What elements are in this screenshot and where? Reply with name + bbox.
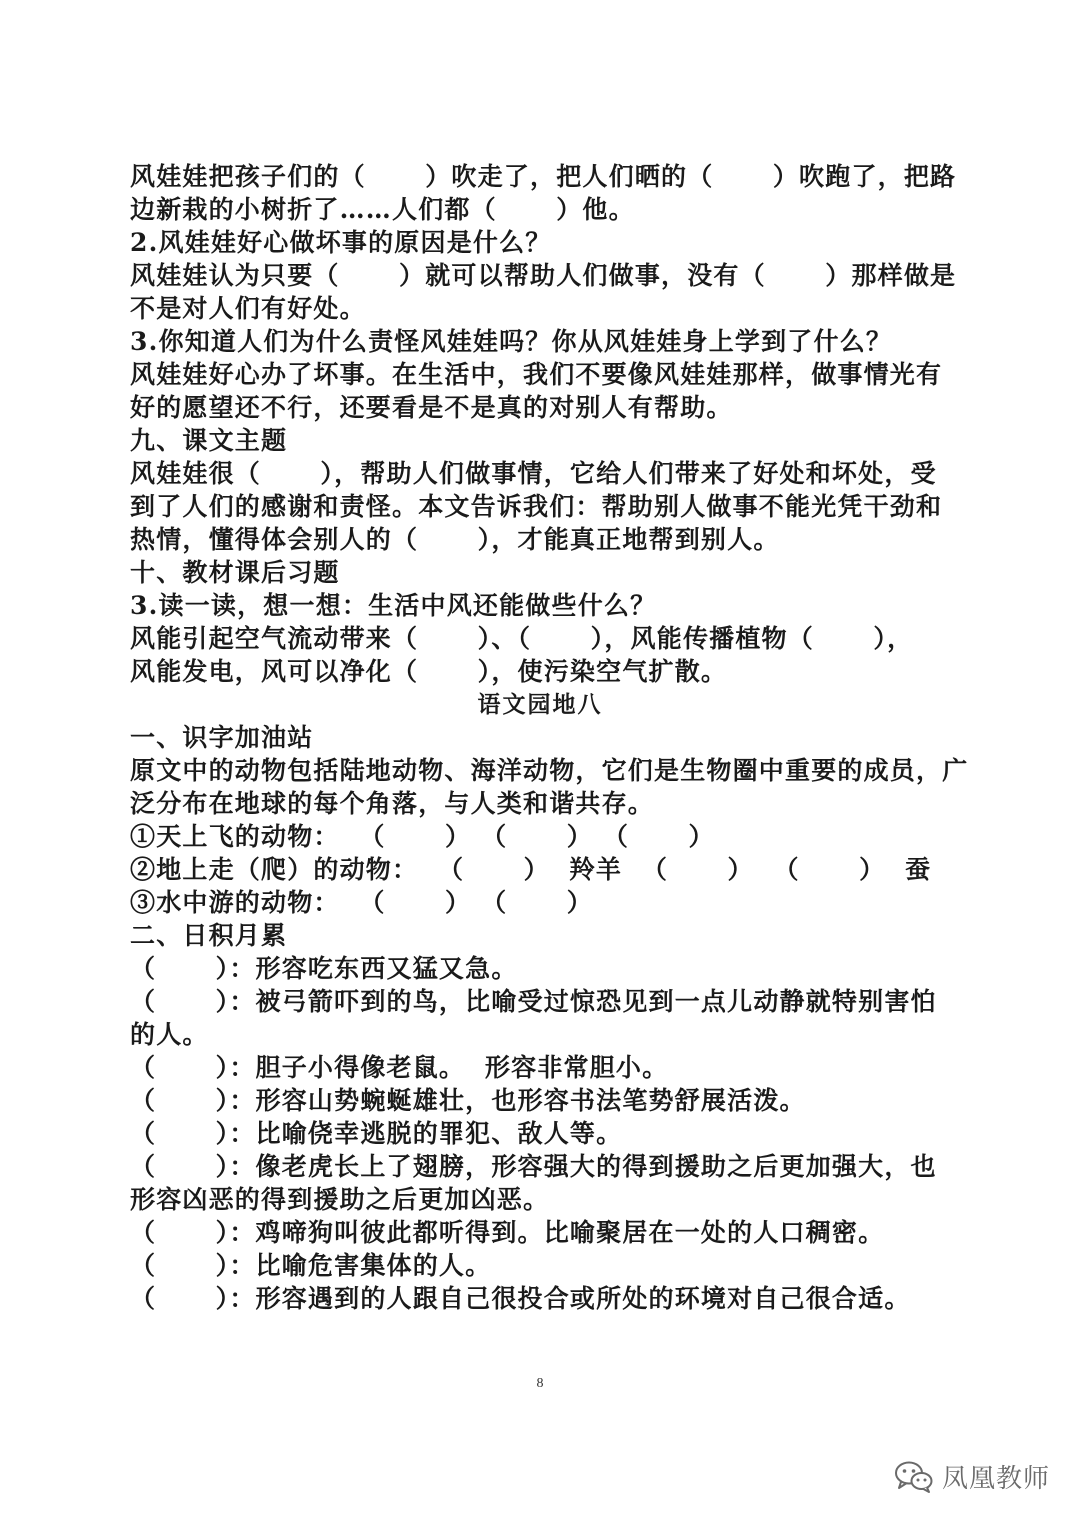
- exercise-line: ③水中游的动物： （ ） （ ）: [130, 888, 593, 917]
- exercise-line: ②地上走（爬）的动物： （ ） 羚羊 （ ） （ ） 蚕: [130, 855, 932, 884]
- text-line: 形容凶恶的得到援助之后更加凶恶。: [130, 1185, 550, 1214]
- idiom-line: （ ）：比喻危害集体的人。: [130, 1251, 492, 1280]
- idiom-line: （ ）：形容遇到的人跟自己很投合或所处的环境对自己很合适。: [130, 1284, 911, 1313]
- question-heading: 3.读一读，想一想：生活中风还能做些什么？: [130, 591, 657, 620]
- section-heading: 二、日积月累: [130, 921, 288, 950]
- page-number: 8: [536, 1376, 544, 1391]
- text-line: 风能发电，风可以净化（ ），使污染空气扩散。: [130, 657, 728, 686]
- idiom-line: （ ）：形容吃东西又猛又急。: [130, 954, 518, 983]
- text-line: 风能引起空气流动带来（ ）、（ ），风能传播植物（ ），: [130, 624, 914, 653]
- exercise-line: ①天上飞的动物： （ ） （ ） （ ）: [130, 822, 715, 851]
- question-heading: 2.风娃娃好心做坏事的原因是什么？: [130, 228, 552, 257]
- text-line: 风娃娃认为只要（ ）就可以帮助人们做事，没有（ ）那样做是: [130, 261, 957, 290]
- text-line: 不是对人们有好处。: [130, 294, 366, 323]
- text-line: 风娃娃把孩子们的（ ）吹走了，把人们晒的（ ）吹跑了，把路: [130, 162, 957, 191]
- section-title: 语文园地八: [477, 691, 603, 718]
- idiom-line: （ ）：像老虎长上了翅膀，形容强大的得到援助之后更加强大，也: [130, 1152, 937, 1181]
- text-line: 的人。: [130, 1020, 209, 1049]
- idiom-line: （ ）：被弓箭吓到的鸟，比喻受过惊恐见到一点儿动静就特别害怕: [130, 987, 937, 1016]
- idiom-line: （ ）：鸡啼狗叫彼此都听得到。比喻聚居在一处的人口稠密。: [130, 1218, 885, 1247]
- text-line: 风娃娃好心办了坏事。在生活中，我们不要像风娃娃那样，做事情光有: [130, 360, 943, 389]
- idiom-line: （ ）：形容山势蜿蜒雄壮，也形容书法笔势舒展活泼。: [130, 1086, 806, 1115]
- wechat-icon: [894, 1460, 934, 1494]
- section-heading: 十、教材课后习题: [130, 558, 340, 587]
- idiom-line: （ ）：比喻侥幸逃脱的罪犯、敌人等。: [130, 1119, 623, 1148]
- text-line: 到了人们的感谢和责怪。本文告诉我们：帮助别人做事不能光凭干劲和: [130, 492, 943, 521]
- text-line: 边新栽的小树折了……人们都（ ）他。: [130, 195, 635, 224]
- text-line: 热情，懂得体会别人的（ ），才能真正地帮到别人。: [130, 525, 780, 554]
- question-heading: 3.你知道人们为什么责怪风娃娃吗？你从风娃娃身上学到了什么？: [130, 327, 893, 356]
- text-line: 好的愿望还不行，还要看是不是真的对别人有帮助。: [130, 393, 733, 422]
- text-line: 风娃娃很（ ），帮助人们做事情，它给人们带来了好处和坏处，受: [130, 459, 937, 488]
- text-line: 原文中的动物包括陆地动物、海洋动物，它们是生物圈中重要的成员，广: [130, 756, 969, 785]
- section-heading: 一、识字加油站: [130, 723, 314, 752]
- text-line: 泛分布在地球的每个角落，与人类和谐共存。: [130, 789, 655, 818]
- watermark: [894, 1458, 1050, 1495]
- idiom-line: （ ）：胆子小得像老鼠。 形容非常胆小。: [130, 1053, 669, 1082]
- watermark-text: 凤凰教师: [941, 1464, 1050, 1494]
- section-heading: 九、课文主题: [130, 426, 288, 455]
